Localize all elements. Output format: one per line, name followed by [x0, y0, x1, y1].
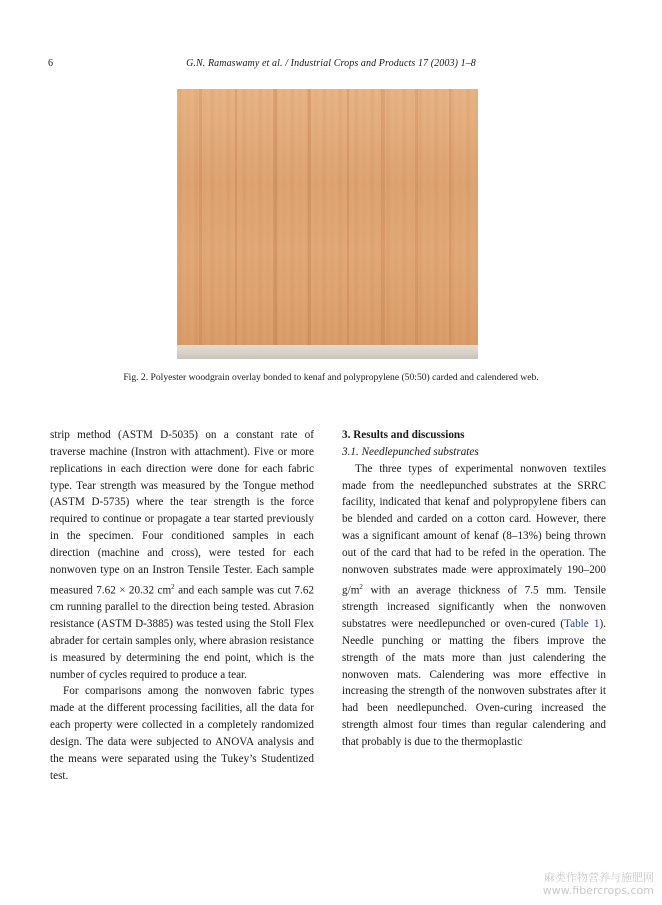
left-paragraph-2: For comparisons among the nonwoven fabric types made at the different processing facilities, all the data for each property were collected in a completely randomized design. The data were subjected to ANOVA analysis and the means were separated using the Tukey’s Studentized test.	[50, 685, 314, 782]
woodgrain-overlay-photo	[177, 89, 478, 359]
left-paragraph-1: strip method (ASTM D-5035) on a constant rate of traverse machine (Instron with attachment). Five or more replications in each direction were done for each fabric type. Tear strength was measured by the Tongue method (ASTM D-5735) where the tear strength is the force required to continue or propagate a tear started previously in the specimen. Four conditioned samples in each direction (machine and cross), were tested for each nonwoven type on an Instron Tensile Tester. Each sample measured 7.62 × 20.32 $cm^2$ and each sample was cut 7.62 cm running parallel to the direction being tested. Abrasion resistance (ASTM D-3885) was tested using the Stoll Flex abrader for certain samples only, where abrasion resistance is measured by determining the end point, which is the number of cycles required to produce a tear.	[50, 429, 315, 681]
site-watermark: 麻类作物营养与施肥网 www.fibercrops.com	[542, 871, 654, 897]
table-1-link[interactable]: Table 1	[564, 618, 600, 631]
page-number: 6	[48, 58, 53, 69]
left-column	[50, 427, 314, 784]
section-heading: 3. Results and discussions	[342, 429, 465, 441]
figure-caption: Fig. 2. Polyester woodgrain overlay bonded to kenaf and polypropylene (50:50) carded and calendered web.	[123, 372, 539, 383]
fabric-edge	[177, 345, 478, 359]
right-paragraph-1: The three types of experimental nonwoven textiles made from the needlepunched substrates at the SRRC facility, indicated that kenaf and polypropylene fibers can be blended and carded on a cotton card. However, there was a significant amount of kenaf (8–13%) being thrown out of the card that had to be refed in the operation. The nonwoven substrates made were approximately 190–200 $g/m^2$ with an average thickness of 7.5 mm. Tensile strength increased significantly when the nonwoven substatres were needlepunched or oven-cured (Table 1). Needle punching or matting the fibers improve the strength of the mats more than just calendering the nonwoven mats. Calendering was more effective in increasing the strength of the nonwoven substrates after it had been needlepunched. Oven-curing increased the strength almost four times than regular calendering and that probably is due to the thermoplastic	[342, 462, 607, 748]
subsection-heading: 3.1. Needlepunched substrates	[342, 445, 479, 458]
right-column	[342, 427, 606, 751]
running-head: G.N. Ramaswamy et al. / Industrial Crops and Products 17 (2003) 1–8	[186, 58, 476, 69]
